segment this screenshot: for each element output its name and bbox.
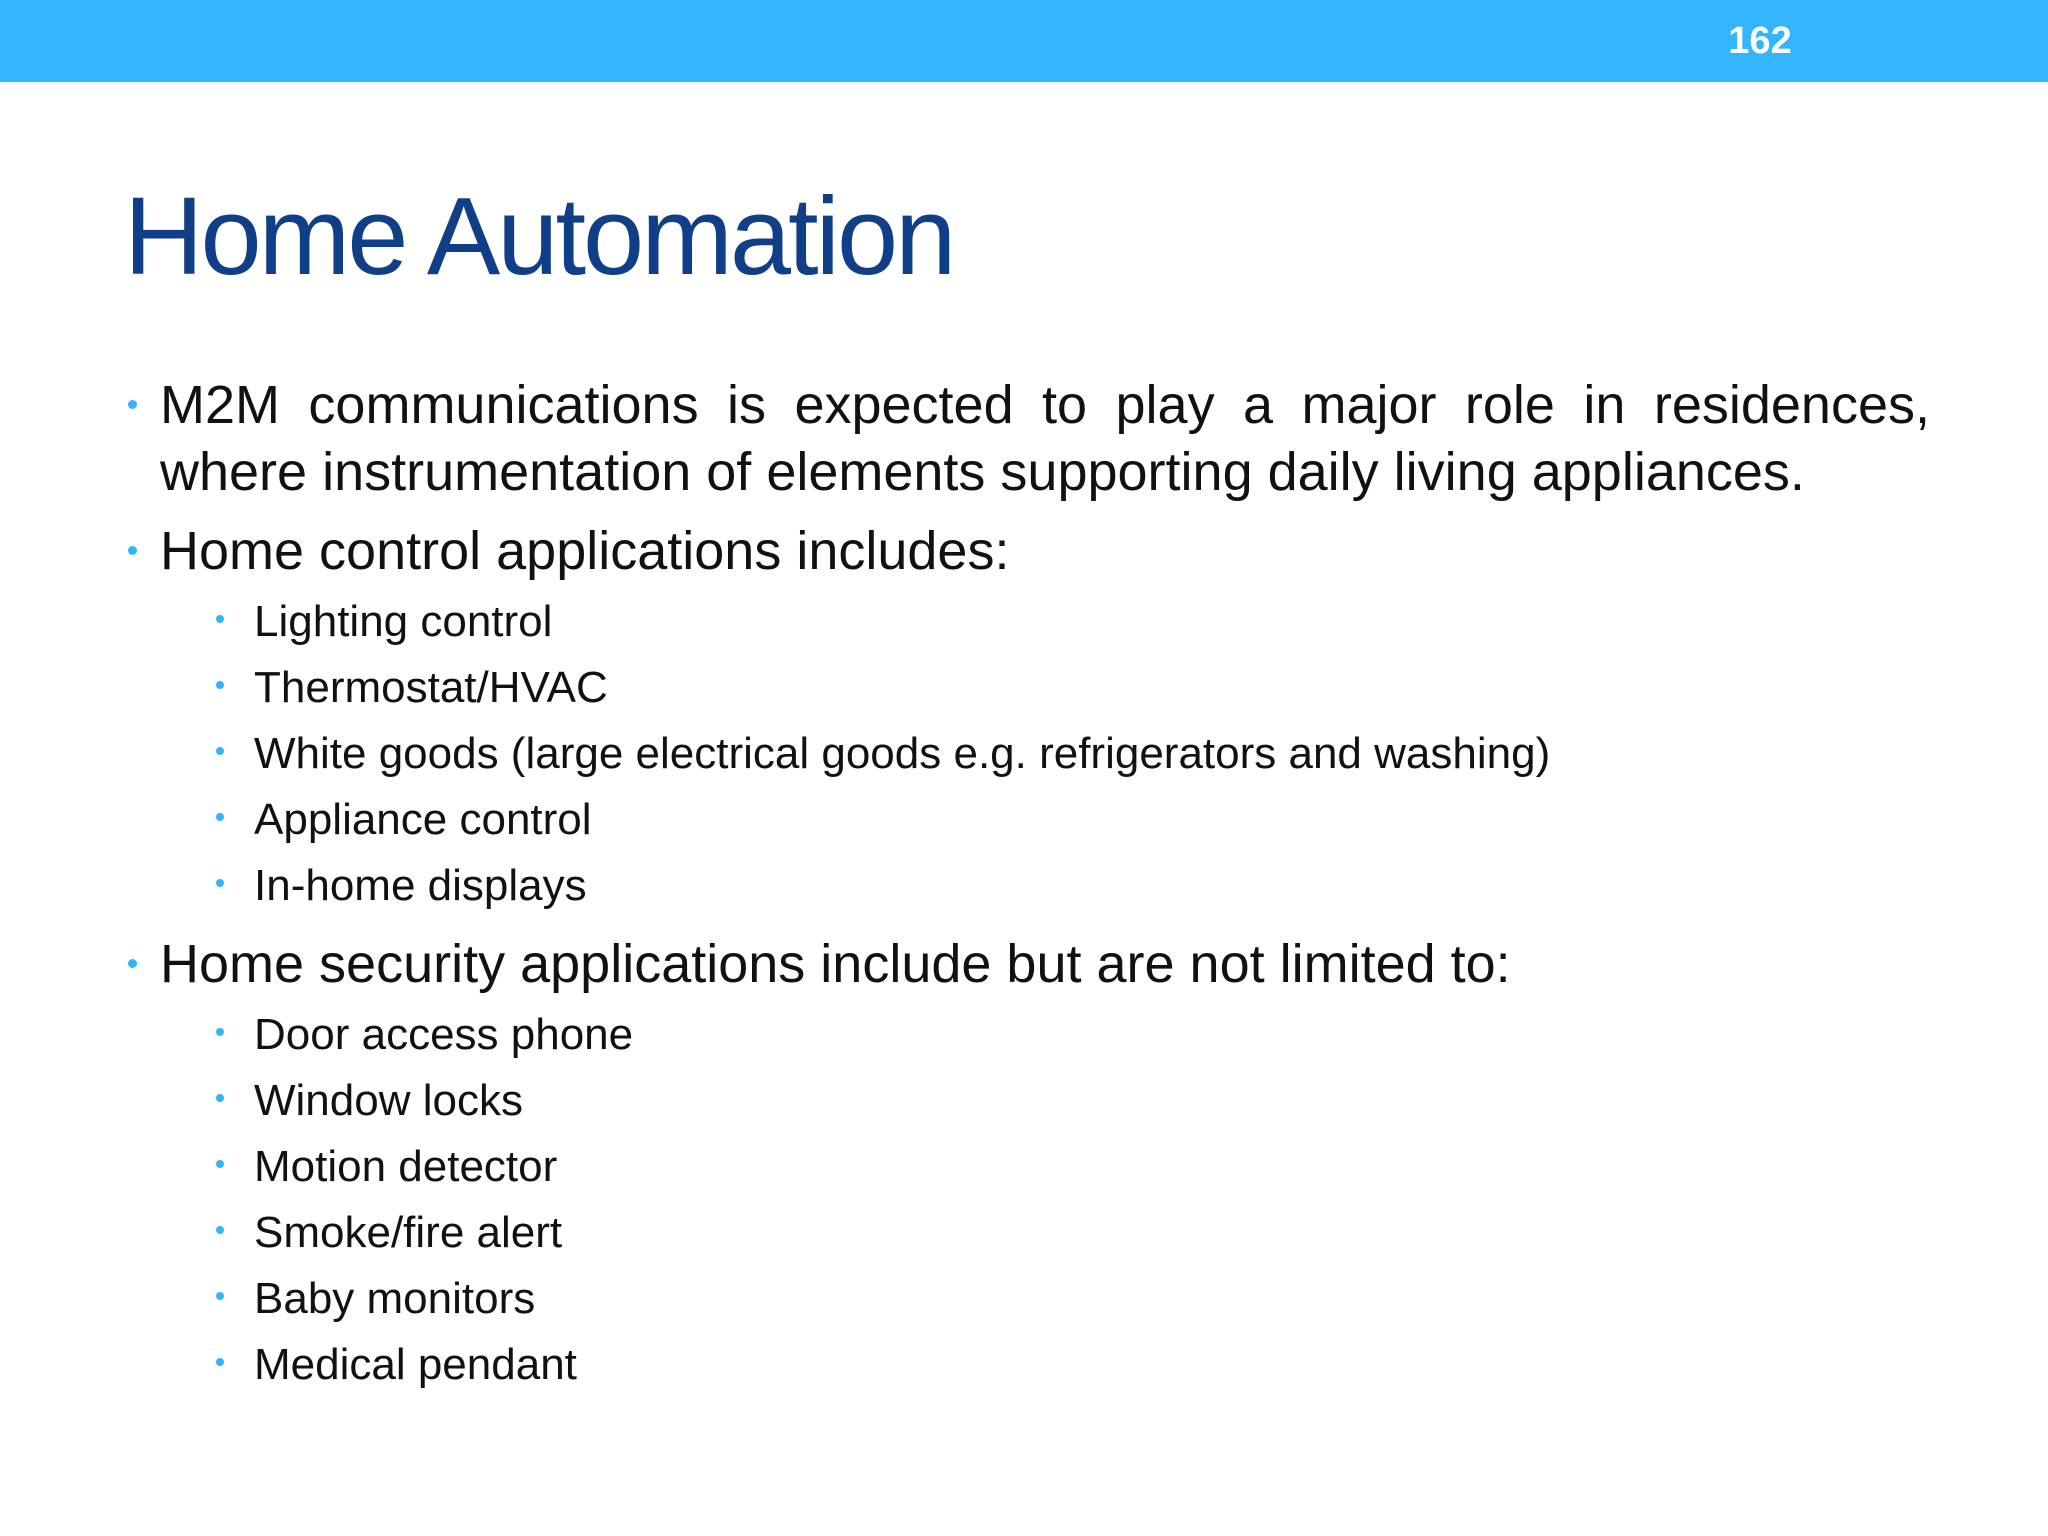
header-bar	[0, 0, 2048, 82]
list-item: Baby monitors	[214, 1266, 1930, 1332]
list-item: Door access phone	[214, 1002, 1930, 1068]
bullet-list	[120, 372, 1930, 1398]
bullet-home-security-text: Home security applications include but are not limited to:	[160, 934, 1511, 994]
bullet-m2m-role: M2M communications is expected to play a major role in residences, where instrumentation of elements supporting daily living appliances.	[120, 372, 1930, 506]
bullet-home-control-text: Home control applications includes:	[160, 521, 1010, 581]
list-item: Medical pendant	[214, 1332, 1930, 1398]
list-item: White goods (large electrical goods e.g. refrigerators and washing)	[214, 721, 1930, 787]
list-item: In-home displays	[214, 853, 1930, 919]
list-item: Window locks	[214, 1068, 1930, 1134]
list-item: Smoke/fire alert	[214, 1200, 1930, 1266]
list-item: Thermostat/HVAC	[214, 655, 1930, 721]
list-item: Appliance control	[214, 787, 1930, 853]
slide-number: 162	[1728, 20, 1792, 62]
home-security-sublist	[214, 1002, 1930, 1398]
bullet-home-security	[120, 931, 1930, 1398]
list-item: Motion detector	[214, 1134, 1930, 1200]
list-item: Lighting control	[214, 589, 1930, 655]
home-control-sublist	[214, 589, 1930, 919]
bullet-home-control	[120, 518, 1930, 919]
slide-title: Home Automation	[124, 175, 954, 298]
